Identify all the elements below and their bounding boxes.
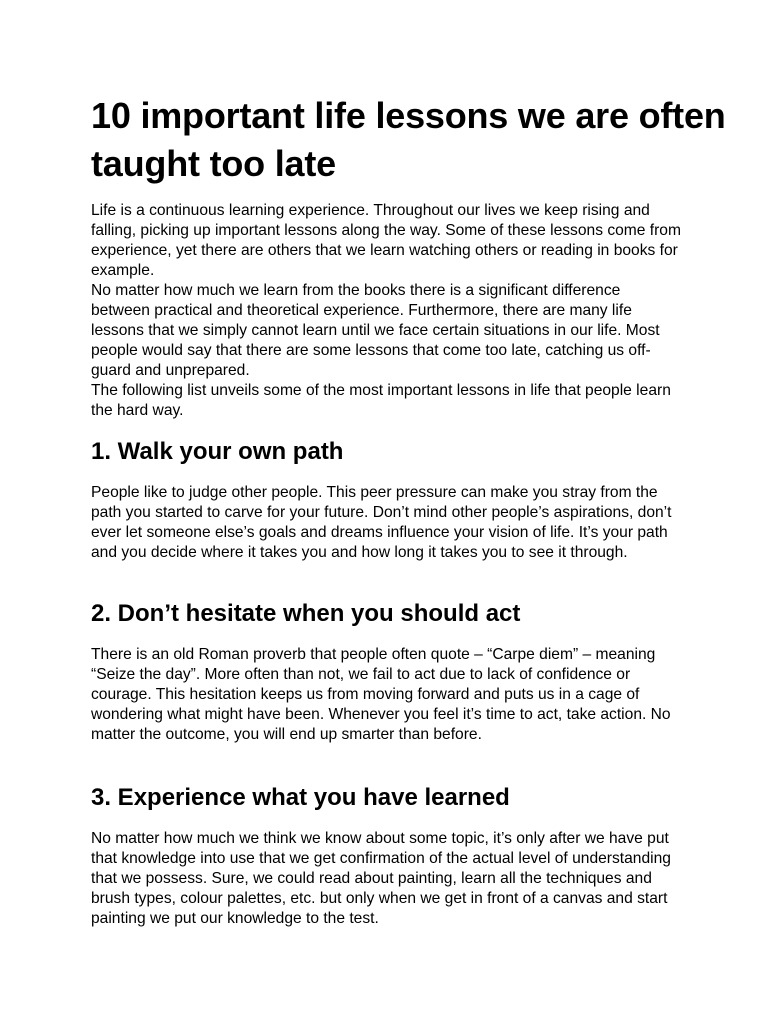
section-heading-2: 2. Don’t hesitate when you should act [91, 600, 521, 627]
intro-paragraph: Life is a continuous learning experience. Throughout our lives we keep rising and falling, picking up important lessons along the way. Some of these lessons come from experience, yet there are others that we learn watching others or reading in books for example. [91, 202, 681, 279]
section-heading-1: 1. Walk your own path [91, 438, 344, 465]
intro-section [91, 201, 681, 421]
section-body-1: People like to judge other people. This peer pressure can make you stray from the path you started to carve for your future. Don’t mind other people’s aspirations, don’t ever let someone else’s goals and dreams influence your vision of life. It’s your path and you decide where it takes you and how long it takes you to see it through. [91, 484, 672, 561]
document-title: 10 important life lessons we are often taught too late [91, 95, 726, 184]
intro-paragraph: The following list unveils some of the most important lessons in life that people learn the hard way. [91, 382, 671, 419]
section-body-2: There is an old Roman proverb that people often quote – “Carpe diem” – meaning “Seize the day”. More often than not, we fail to act due to lack of confidence or courage. This hesitation keeps us from moving forward and puts us in a cage of wondering what might have been. Whenever you feel it’s time to act, take action. No matter the outcome, you will end up smarter than before. [91, 646, 671, 743]
section-heading-3: 3. Experience what you have learned [91, 784, 510, 811]
section-body-3: No matter how much we think we know about some topic, it’s only after we have put that knowledge into use that we get confirmation of the actual level of understanding that we possess. Sure, we could read about painting, learn all the techniques and brush types, colour palettes, etc. but only when we get in front of a canvas and start painting we put our knowledge to the test. [91, 830, 671, 927]
intro-paragraph: No matter how much we learn from the books there is a significant difference between practical and theoretical experience. Furthermore, there are many life lessons that we simply cannot learn until we face certain situations in our life. Most people would say that there are some lessons that come too late, catching us off-guard and unprepared. [91, 282, 660, 379]
